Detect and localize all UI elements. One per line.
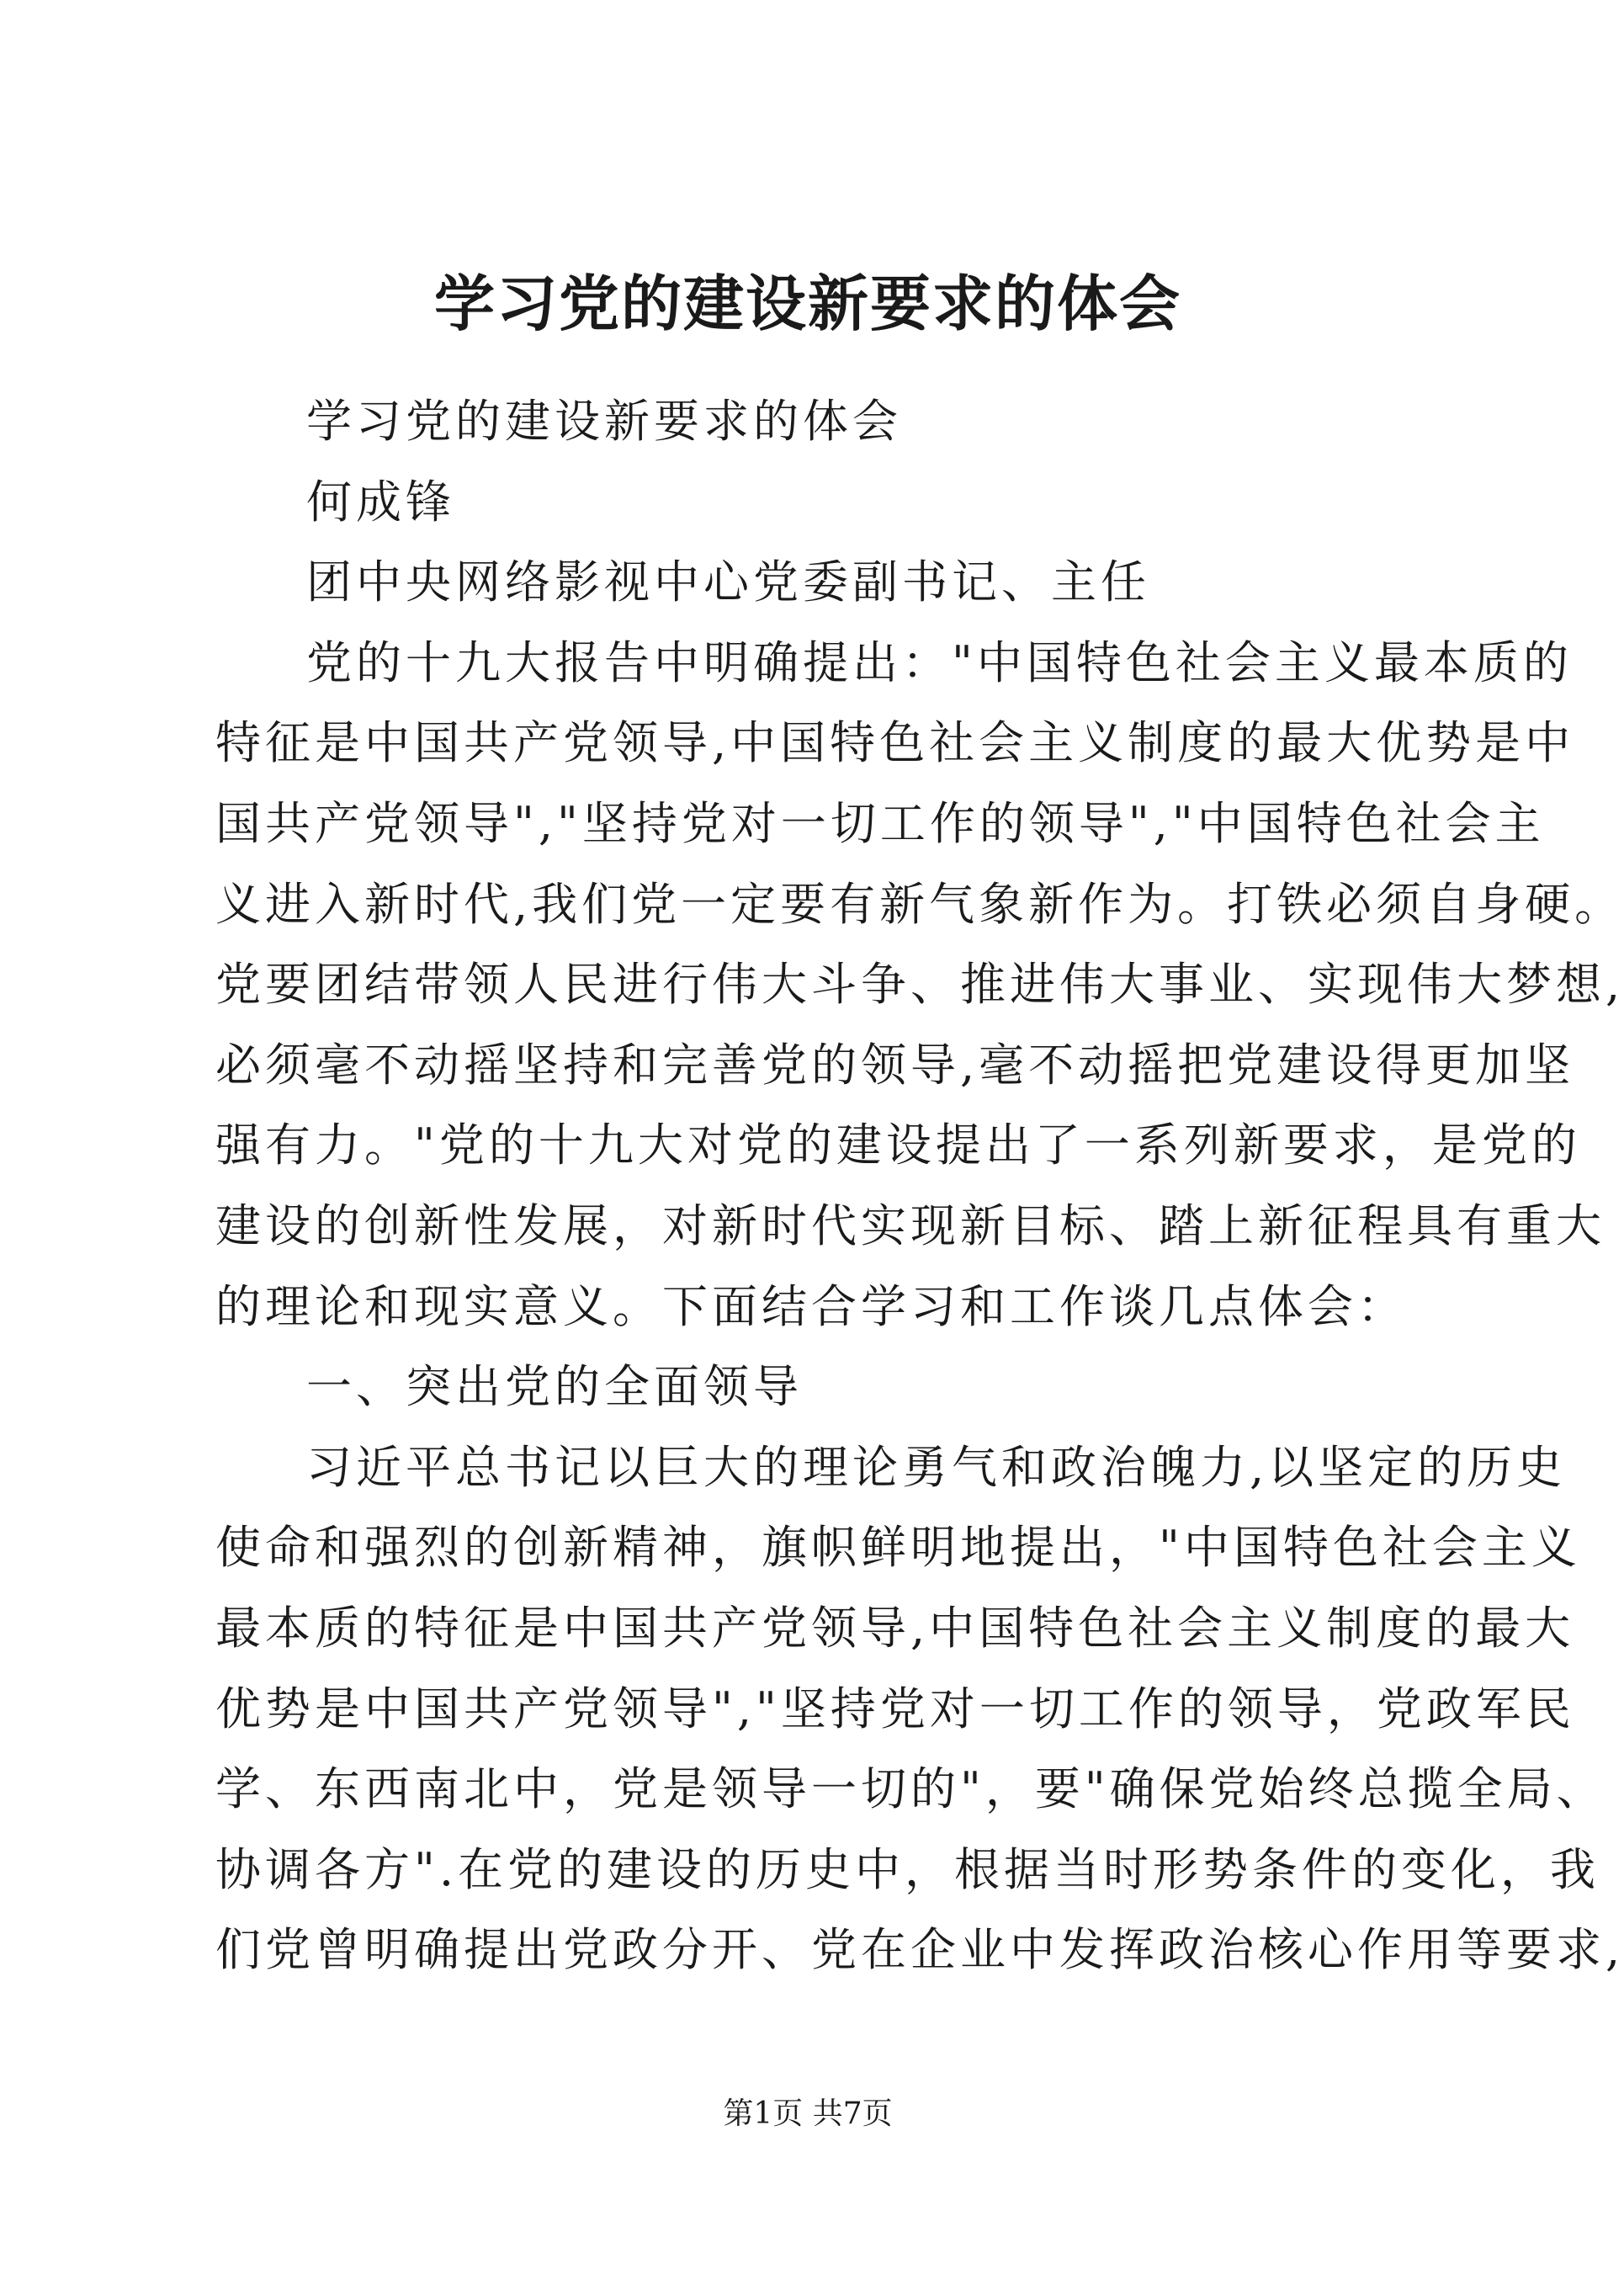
document-body <box>215 381 1624 1990</box>
text-line: 习近平总书记以巨大的理论勇气和政治魄力,以坚定的历史 <box>306 1440 1567 1494</box>
text-line: 特征是中国共产党领导,中国特色社会主义制度的最大优势是中 <box>215 716 1575 770</box>
text-line: 最本质的特征是中国共产党领导,中国特色社会主义制度的最大 <box>215 1601 1575 1655</box>
text-line: 强有力。"党的十九大对党的建设提出了一系列新要求，是党的 <box>215 1119 1581 1172</box>
text-line: 国共产党领导","坚持党对一切工作的领导","中国特色社会主 <box>215 796 1545 850</box>
text-line: 学、东西南北中，党是领导一切的"，要"确保党始终总揽全局、 <box>215 1762 1606 1816</box>
text-line: 协调各方".在党的建设的历史中，根据当时形势条件的变化，我 <box>215 1842 1600 1896</box>
text-line: 建设的创新性发展，对新时代实现新目标、踏上新征程具有重大 <box>215 1198 1605 1252</box>
text-line: 学习党的建设新要求的体会 <box>306 395 902 448</box>
text-line: 的理论和现实意义。下面结合学习和工作谈几点体会： <box>215 1279 1407 1333</box>
text-line: 何成锋 <box>306 475 455 529</box>
text-line: 义进入新时代,我们党一定要有新气象新作为。打铁必须自身硬。 <box>215 877 1624 931</box>
text-line: 党要团结带领人民进行伟大斗争、推进伟大事业、实现伟大梦想, <box>215 958 1624 1012</box>
text-line: 优势是中国共产党领导","坚持党对一切工作的领导，党政军民 <box>215 1682 1575 1735</box>
text-line: 一、突出党的全面领导 <box>306 1360 803 1414</box>
text-line: 们党曾明确提出党政分开、党在企业中发挥政治核心作用等要求, <box>215 1923 1624 1977</box>
page-footer: 第1页 共7页 <box>723 2096 893 2131</box>
text-line: 党的十九大报告中明确提出："中国特色社会主义最本质的 <box>306 635 1573 689</box>
text-line: 必须毫不动摇坚持和完善党的领导,毫不动摇把党建设得更加坚 <box>215 1038 1575 1092</box>
document-title: 学习党的建设新要求的体会 <box>433 268 1181 339</box>
text-line: 使命和强烈的创新精神，旗帜鲜明地提出，"中国特色社会主义 <box>215 1521 1581 1575</box>
text-line: 团中央网络影视中心党委副书记、主任 <box>306 555 1150 609</box>
